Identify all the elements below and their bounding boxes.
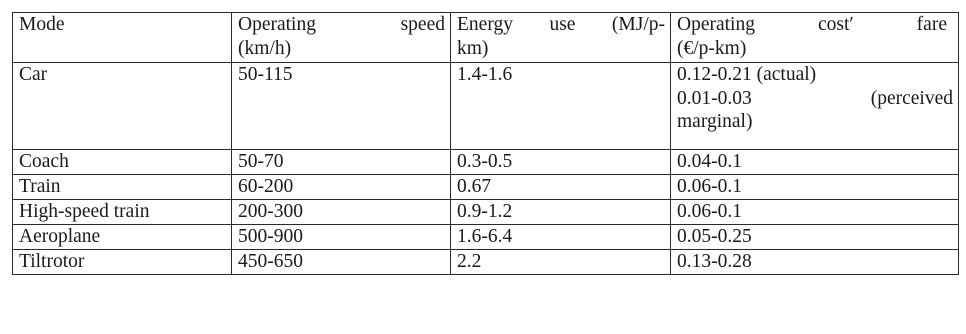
cell-cost <box>671 63 959 150</box>
cell-cost: 0.06-0.1 <box>671 175 959 200</box>
header-cost-line1 <box>677 13 953 37</box>
table-row <box>13 175 959 200</box>
header-energy-word2: use <box>549 14 576 35</box>
cell-energy: 0.3-0.5 <box>451 150 671 175</box>
header-energy-word3: (MJ/p- <box>611 14 665 35</box>
cost-actual: 0.12-0.21 (actual) <box>677 64 817 85</box>
table-header-row <box>13 13 959 63</box>
cell-speed: 450-650 <box>232 250 451 275</box>
cost-marginal-label: marginal) <box>677 111 753 132</box>
cost-perceived-label: (perceived <box>870 87 953 109</box>
header-cost-word1: Operating <box>677 14 755 35</box>
cell-cost: 0.06-0.1 <box>671 200 959 225</box>
cell-mode: Aeroplane <box>13 225 232 250</box>
cell-energy: 0.67 <box>451 175 671 200</box>
header-speed-word2: speed <box>400 14 445 35</box>
header-speed-line1 <box>238 13 445 37</box>
header-energy-word1: Energy <box>457 14 513 35</box>
cell-cost: 0.05-0.25 <box>671 225 959 250</box>
header-energy-use <box>451 13 671 63</box>
header-energy-unit: km) <box>457 37 489 59</box>
table-row <box>13 63 959 150</box>
header-cost-word3: fare <box>916 14 947 35</box>
cell-mode: High-speed train <box>13 200 232 225</box>
header-operating-cost <box>671 13 959 63</box>
header-mode <box>13 13 232 63</box>
cell-mode: Coach <box>13 150 232 175</box>
cell-cost: 0.13-0.28 <box>671 250 959 275</box>
header-mode-label: Mode <box>19 14 65 35</box>
cell-speed: 50-70 <box>232 150 451 175</box>
cost-perceived-line <box>677 87 953 111</box>
cell-energy: 1.4-1.6 <box>451 63 671 150</box>
transport-modes-table <box>12 12 959 275</box>
table-row <box>13 250 959 275</box>
cell-energy: 0.9-1.2 <box>451 200 671 225</box>
header-speed-unit: (km/h) <box>238 37 292 59</box>
cell-energy: 2.2 <box>451 250 671 275</box>
header-cost-word2: cost′ <box>817 14 854 35</box>
header-energy-line1 <box>457 13 665 37</box>
cell-speed: 50-115 <box>232 63 451 150</box>
cell-speed: 60-200 <box>232 175 451 200</box>
cell-energy: 1.6-6.4 <box>451 225 671 250</box>
header-operating-speed <box>232 13 451 63</box>
cell-mode: Train <box>13 175 232 200</box>
table-row <box>13 150 959 175</box>
table-row <box>13 225 959 250</box>
header-speed-word1: Operating <box>238 14 316 35</box>
cost-perceived-value: 0.01-0.03 <box>677 87 752 109</box>
header-cost-unit: (€/p-km) <box>677 37 747 59</box>
cell-speed: 200-300 <box>232 200 451 225</box>
cell-mode: Tiltrotor <box>13 250 232 275</box>
cell-speed: 500-900 <box>232 225 451 250</box>
cell-cost: 0.04-0.1 <box>671 150 959 175</box>
cell-mode: Car <box>13 63 232 150</box>
table-row <box>13 200 959 225</box>
